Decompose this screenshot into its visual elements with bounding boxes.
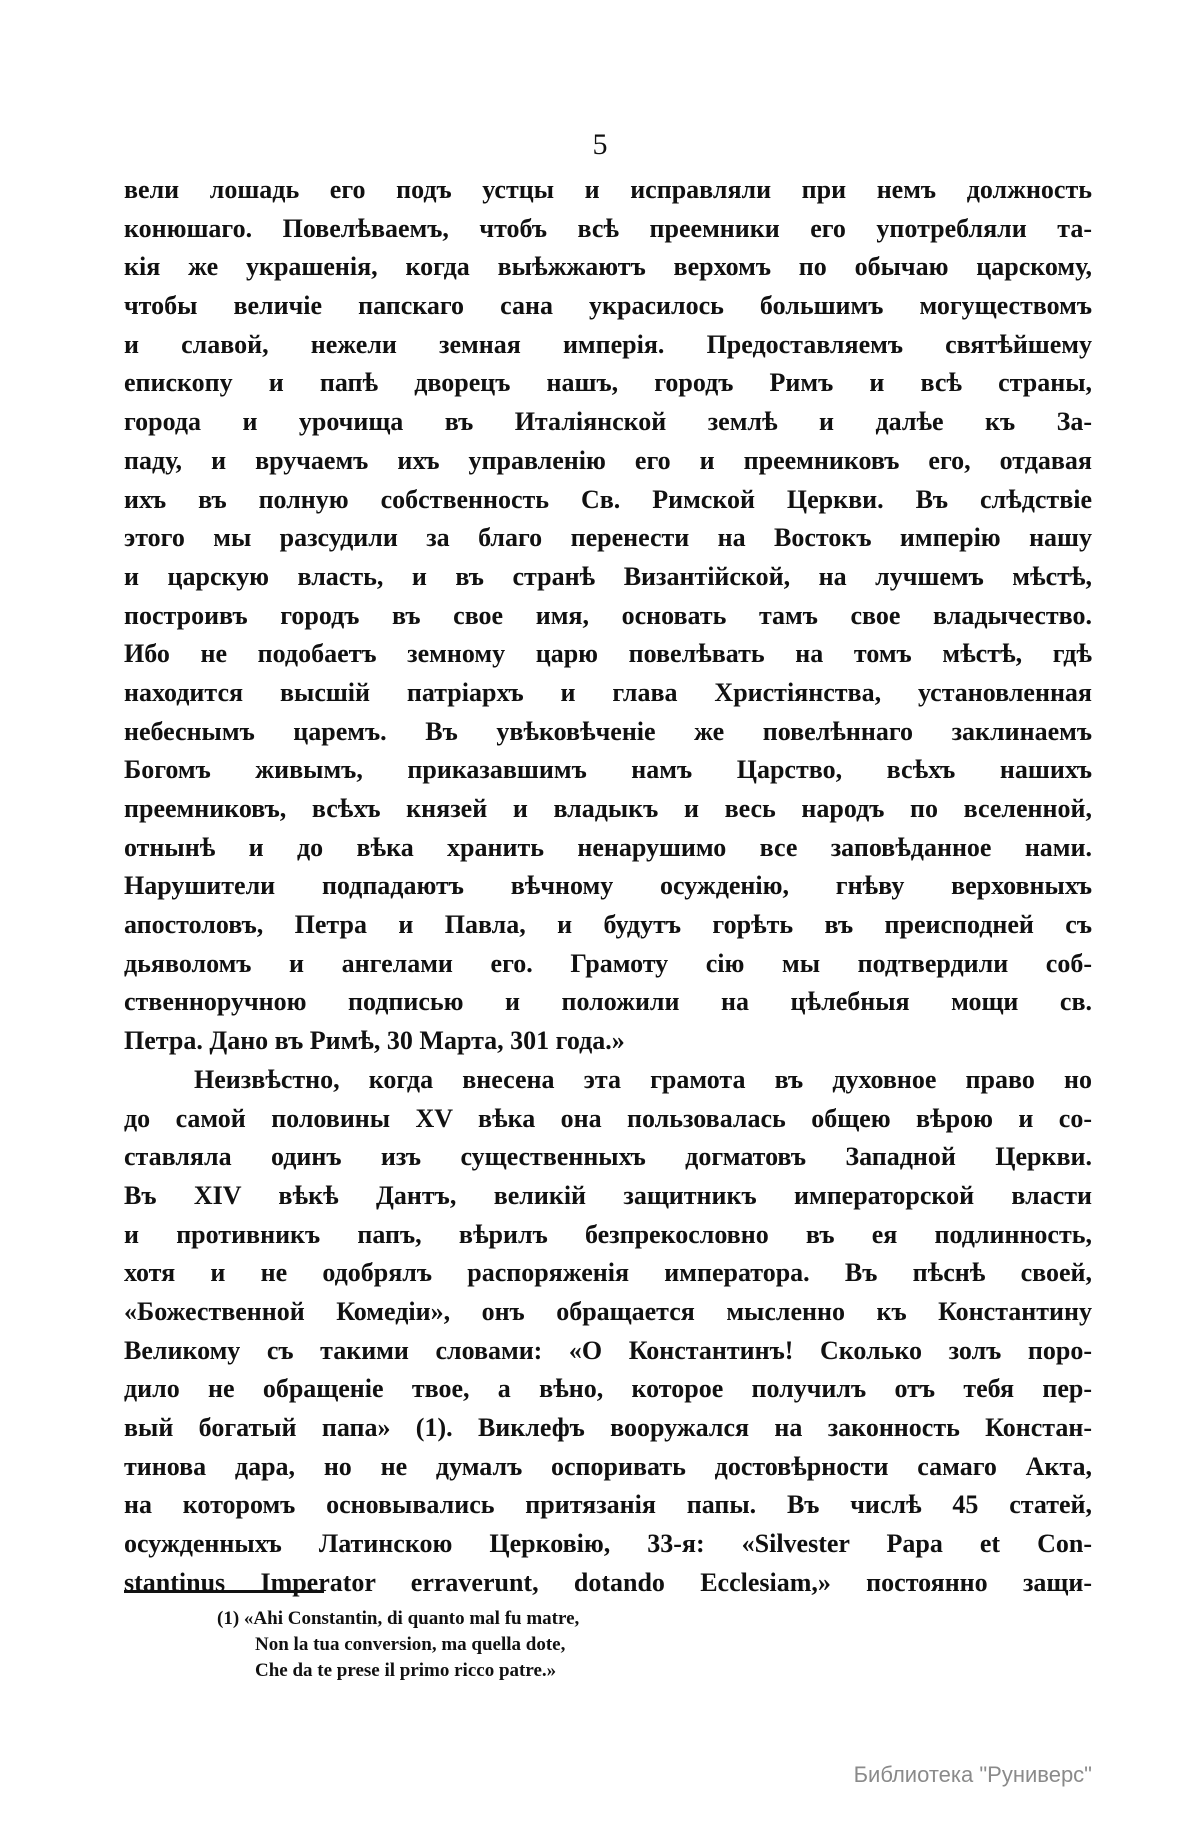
footnote-divider (124, 1590, 324, 1593)
text-line: кія же украшенія, когда выѣжжаютъ верхомъ по обычаю царскому, (124, 252, 1092, 282)
text-line: Богомъ живымъ, приказавшимъ намъ Царство, всѣхъ нашихъ (124, 755, 1092, 785)
text-line: Ибо не подобаетъ земному царю повелѣвать на томъ мѣстѣ, гдѣ (124, 639, 1092, 669)
text-line: дило не обращеніе твое, а вѣно, которое получилъ отъ тебя пер- (124, 1374, 1092, 1404)
footnote-line: Che da te prese il primo ricco patre.» (255, 1660, 557, 1681)
text-line: вели лошадь его подъ устцы и исправляли при немъ должность (124, 175, 1092, 204)
text-line: Петра. Дано въ Римѣ, 30 Марта, 301 года.» (124, 1026, 625, 1056)
text-line: stantinus Imperator erraverunt, dotando Ecclesiam,» постоянно защи- (124, 1567, 1092, 1597)
text-line: на которомъ основывались притязанія папы. Въ числѣ 45 статей, (124, 1490, 1092, 1520)
text-line: апостоловъ, Петра и Павла, и будутъ горѣть въ преисподней съ (124, 910, 1092, 940)
text-line: построивъ городъ въ свое имя, основать тамъ свое владычество. (124, 600, 1092, 630)
text-line: паду, и вручаемъ ихъ управленію его и преемниковъ его, отдавая (124, 445, 1092, 475)
text-line: дьяволомъ и ангелами его. Грамоту сію мы подтвердили соб- (124, 948, 1092, 978)
text-line: ственноручною подписью и положили на цѣлебныя мощи св. (124, 987, 1092, 1017)
text-line: преемниковъ, всѣхъ князей и владыкъ и весь народъ по вселенной, (124, 794, 1092, 823)
text-line: города и урочища въ Италіянской землѣ и далѣе къ За- (124, 407, 1092, 437)
text-line: ставляла одинъ изъ существенныхъ догматовъ Западной Церкви. (124, 1142, 1092, 1172)
text-line: отнынѣ и до вѣка хранить ненарушимо все заповѣданное нами. (124, 832, 1092, 862)
text-line: Неизвѣстно, когда внесена эта грамота въ духовное право но (194, 1064, 1092, 1094)
text-line: и царскую власть, и въ странѣ Византійской, на лучшемъ мѣстѣ, (124, 561, 1092, 591)
body-text (124, 171, 1092, 1602)
text-line: Великому съ такими словами: «О Константинъ! Сколько золъ поро- (124, 1335, 1092, 1365)
text-line: «Божественной Комедіи», онъ обращается мысленно къ Константину (124, 1296, 1092, 1326)
footnote (217, 1606, 579, 1684)
text-line: и славой, нежели земная имперія. Предоставляемъ святѣйшему (124, 329, 1092, 359)
text-line: хотя и не одобрялъ распоряженія императора. Въ пѣснѣ своей, (124, 1258, 1092, 1288)
text-line: до самой половины XV вѣка она пользовалась общею вѣрою и со- (124, 1103, 1092, 1133)
footnote-line: Non la tua conversion, ma quella dote, (255, 1634, 566, 1655)
text-line: и противникъ папъ, вѣрилъ безпрекословно въ ея подлинность, (124, 1219, 1092, 1249)
text-line: ихъ въ полную собственность Св. Римской Церкви. Въ слѣдствіе (124, 484, 1092, 514)
text-line: чтобы величіе папскаго сана украсилось большимъ могуществомъ (124, 291, 1092, 321)
text-line: Въ XIV вѣкѣ Дантъ, великій защитникъ императорской власти (124, 1180, 1092, 1210)
text-line: конюшаго. Повелѣваемъ, чтобъ всѣ преемники его употребляли та- (124, 213, 1092, 243)
text-line: Нарушители подпадаютъ вѣчному осужденію, гнѣву верховныхъ (124, 871, 1092, 901)
text-line: этого мы разсудили за благо перенести на Востокъ имперію нашу (124, 523, 1092, 553)
footnote-line: (1) «Ahi Constantin, di quanto mal fu matre, (217, 1608, 580, 1629)
text-line: епископу и папѣ дворецъ нашъ, городъ Римъ и всѣ страны, (124, 368, 1092, 398)
text-line: осужденныхъ Латинскою Церковію, 33-я: «Silvester Papa et Con- (124, 1529, 1092, 1559)
text-line: находится высшій патріархъ и глава Христіянства, установленная (124, 677, 1092, 707)
text-line: вый богатый папа» (1). Виклефъ вооружался на законность Констан- (124, 1413, 1092, 1442)
text-line: небеснымъ царемъ. Въ увѣковѣченіе же повелѣннаго заклинаемъ (124, 716, 1092, 746)
library-watermark: Библиотека "Руниверс" (853, 1762, 1092, 1787)
text-line: тинова дара, но не думалъ оспоривать достовѣрности самаго Акта, (124, 1451, 1092, 1481)
page-number: 5 (592, 128, 608, 161)
